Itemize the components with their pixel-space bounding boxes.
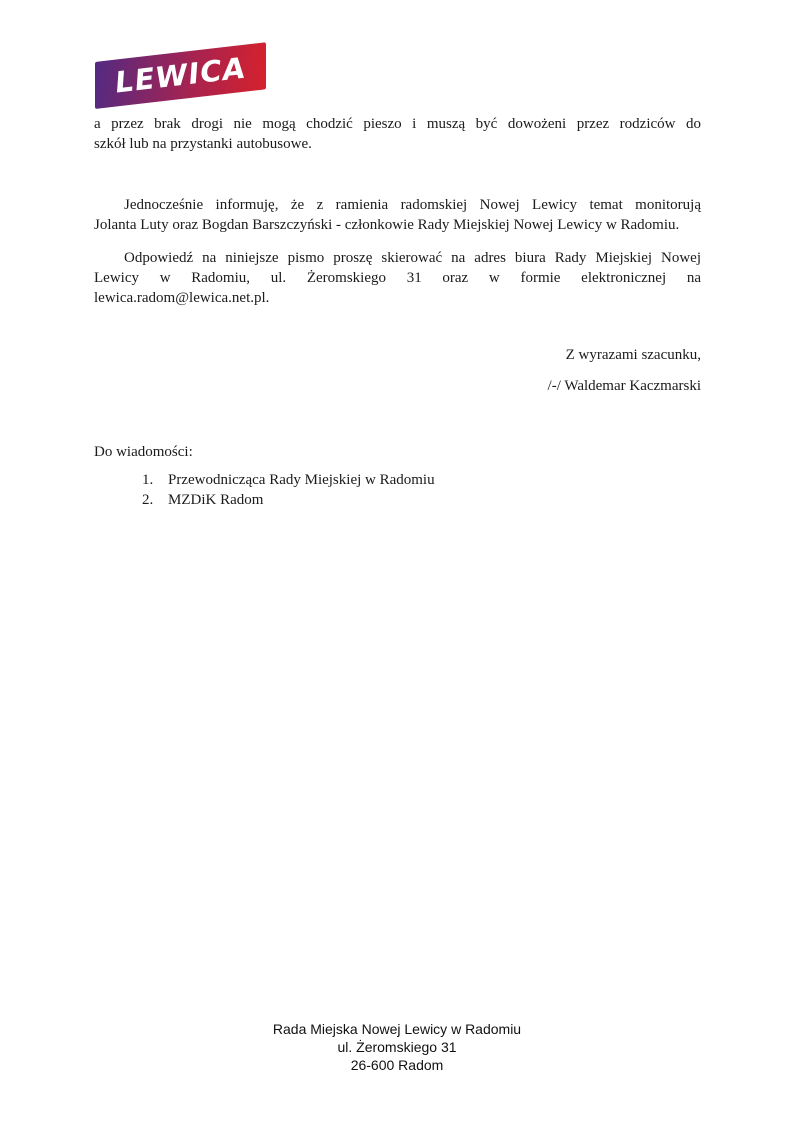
cc-item-text: Przewodnicząca Rady Miejskiej w Radomiu — [168, 472, 435, 488]
footer-line: Rada Miejska Nowej Lewicy w Radomiu — [272, 1021, 522, 1037]
footer-line: 26-600 Radom — [350, 1057, 444, 1073]
cc-item-number: 1. — [142, 472, 154, 488]
paragraph-1 — [94, 114, 701, 154]
cc-item-number: 2. — [142, 491, 154, 508]
email-address-line: lewica.radom@lewica.net.pl. — [94, 290, 270, 306]
paragraph-line: a przez brak drogi nie mogą chodzić pieszo i muszą być dowożeni przez rodziców do — [94, 116, 701, 132]
footer-line: ul. Żeromskiego 31 — [337, 1039, 457, 1055]
paragraph-2 — [94, 195, 701, 235]
closing-phrase: Z wyrazami szacunku, — [565, 347, 701, 363]
paragraph-line: Jolanta Luty oraz Bogdan Barszczyński - członkowie Rady Miejskiej Nowej Lewicy w Radomiu. — [94, 217, 680, 233]
cc-list — [94, 471, 701, 510]
paragraph-line: Jednocześnie informuję, że z ramienia radomskiej Nowej Lewicy temat monitorują — [124, 197, 701, 213]
cc-heading: Do wiadomości: — [94, 444, 193, 460]
signature-line: /-/ Waldemar Kaczmarski — [547, 378, 701, 394]
paragraph-line: szkół lub na przystanki autobusowe. — [94, 136, 312, 152]
footer-address — [0, 1020, 794, 1074]
letter-content — [94, 114, 701, 510]
paragraph-3 — [94, 248, 701, 308]
cc-item — [94, 491, 701, 511]
lewica-logo — [95, 42, 266, 109]
cc-item-text: MZDiK Radom — [168, 491, 264, 508]
paragraph-line: Odpowiedź na niniejsze pismo proszę skierować na adres biura Rady Miejskiej Nowej — [124, 250, 701, 266]
paragraph-line: Lewicy w Radomiu, ul. Żeromskiego 31 oraz w formie elektronicznej na — [94, 270, 701, 286]
cc-item — [94, 471, 701, 491]
lewica-logo-text: LEWICA — [113, 50, 248, 100]
